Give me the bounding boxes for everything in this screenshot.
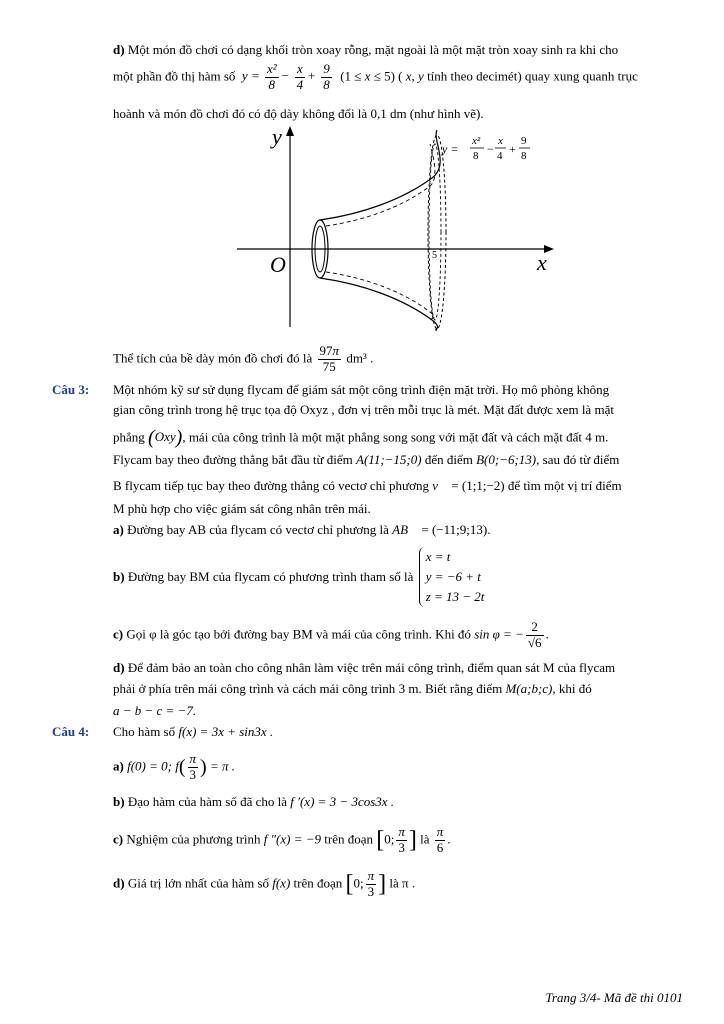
q4-b: b) Đạo hàm của hàm số đã cho là f ′(x) = 3 − 3cos3x . [113, 794, 395, 809]
svg-text:x: x [498, 135, 503, 147]
q3-b: b) Đường bay BM của flycam có phương trình tham số là x = t y = −6 + t z = 13 − 2t [113, 547, 683, 607]
svg-text:8: 8 [521, 150, 527, 162]
q4-a: a) f(0) = 0; f( $\frac{\pi}{3}$ ) = π . [113, 751, 235, 782]
page-footer: Trang 3/4- Mã đề thi 0101 [545, 990, 683, 1005]
frac-pi-3: $\frac{\pi}{3}$ [189, 751, 197, 782]
q2d-domain: (1 ≤ x ≤ 5) ( x, y [336, 68, 424, 84]
frac-pi-3-d: $\frac{\pi}{3}$ [367, 868, 375, 900]
q3-line2: gian công trình trong hệ trục tọa độ Oxyz , đơn vị trên mỗi trục là mét. Mặt đất được xem là mặt [113, 402, 614, 417]
frac-9-8: $\frac{9}{8}$ [323, 61, 330, 92]
svg-text:x²: x² [472, 135, 481, 147]
tick-5-label: 5 [432, 250, 437, 261]
q3-b-system: x = t y = −6 + t z = 13 − 2t [419, 547, 485, 607]
toy-figure [232, 122, 562, 332]
frac-97pi-75: $\frac{97\pi}{75}$ [319, 343, 340, 374]
svg-text:4: 4 [497, 150, 503, 162]
frac-x2-8: $\frac{\text{x²}}{8}$ [266, 61, 277, 92]
q2d-volume-unit: dm³ . [346, 350, 374, 366]
q3-line3: phẳng (Oxy), mái của công trình là một mặt phẳng song song với mặt đất và cách mặt đất 4 m. [113, 427, 609, 449]
q2d-line1 [113, 40, 683, 60]
q2d-function: y = $\frac{\text{x²}}{8}$ − $\frac{x}{4}$ + $\frac{9}{8}$ [238, 61, 330, 92]
q2d-volume-text: Thể tích của bề dày món đồ chơi đó là [113, 350, 313, 366]
frac-2-sqrt6: $\frac{2}{√6}$ [527, 619, 542, 650]
svg-text:y =: y = [442, 142, 459, 156]
svg-text:+: + [509, 142, 516, 156]
q4-intro: Cho hàm số f(x) = 3x + sin3x . [113, 724, 274, 739]
svg-text:8: 8 [473, 150, 479, 162]
q2d-label: d) [113, 42, 125, 57]
q3-a: a) Đường bay AB của flycam có vectơ chỉ phương là AB⃗ = (−11;9;13). [113, 522, 491, 537]
q2d-text2: một phần đồ thị hàm số [113, 68, 236, 84]
q3-line6: M phù hợp cho việc giám sát công nhân trên mái. [113, 501, 371, 516]
curve-label [441, 135, 530, 162]
q2d-line2 [113, 62, 683, 93]
inner-curve-top [326, 144, 435, 226]
q3-line1: Một nhóm kỹ sư sử dụng flycam để giám sát một công trình điện mặt trời. Họ mô phỏng không [113, 382, 610, 397]
large-end-outer [428, 135, 446, 329]
frac-pi-3-c: $\frac{\pi}{3}$ [398, 824, 405, 856]
q3-label: Câu 3: [52, 382, 90, 397]
inner-curve-bottom [326, 272, 434, 320]
origin-label: O [270, 252, 286, 277]
q3-line4: Flycam bay theo đường thẳng bắt đầu từ điểm A(11;−15;0) đến điểm B(0;−6;13), sau đó từ điểm [113, 452, 620, 467]
q2d-text3: hoành và món đồ chơi đó có độ dày không đổi là 0,1 dm (như hình vẽ). [113, 106, 484, 121]
svg-text:9: 9 [521, 135, 527, 147]
q2d-text1: Một món đồ chơi có dạng khối tròn xoay rỗng, mặt ngoài là một mặt tròn xoay sinh ra khi cho [127, 42, 619, 57]
q4-d: d) Giá trị lớn nhất của hàm số f(x) trên đoạn [0; $\frac{\pi}{3}$ ] là π . [113, 868, 416, 900]
frac-x-4: $\frac{x}{4}$ [296, 61, 304, 92]
outer-curve-top [320, 130, 440, 220]
q3-d-line2: phải ở phía trên mái công trình và cách mái công trình 3 m. Biết rằng điểm M(a;b;c), khi đó [113, 681, 592, 696]
q3-line5: B flycam tiếp tục bay theo đường thẳng có vectơ chỉ phương v⃗ = (1;1;−2) để tìm một vị trí điểm [113, 478, 622, 493]
q2d-text2-post: tính theo decimét) quay xung quanh trục [427, 68, 638, 84]
q3-d-line1: d) Để đảm bảo an toàn cho công nhân làm việc trên mái công trình, điểm quan sát M của flycam [113, 660, 616, 675]
q3-d-line3: a − b − c = −7. [113, 703, 197, 718]
q2d-volume [113, 344, 683, 375]
outer-curve-bottom [320, 278, 438, 330]
q3-c: c) Gọi φ là góc tạo bởi đường bay BM và mái của công trình. Khi đó sin φ = − $\frac{2}{√6}$ . [113, 619, 549, 650]
q4-label: Câu 4: [52, 724, 90, 739]
y-axis-arrow [286, 126, 294, 136]
y-axis-label: y [272, 124, 282, 149]
svg-text:−: − [487, 142, 494, 156]
x-axis-label: x [537, 250, 547, 275]
frac-pi-6: $\frac{\pi}{6}$ [436, 824, 444, 856]
q4-c: c) Nghiệm của phương trình f ″(x) = −9 trên đoạn [0; $\frac{\pi}{3}$ ] là $\frac{\pi}{6}$ . [113, 824, 451, 856]
